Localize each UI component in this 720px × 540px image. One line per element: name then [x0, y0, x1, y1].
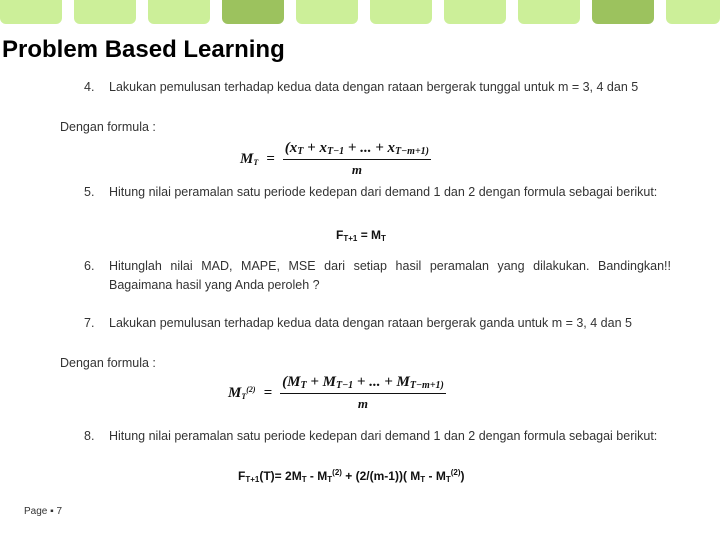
item-number: 7.: [84, 316, 95, 330]
formula-equals: =: [266, 150, 275, 167]
header-tab: [74, 0, 136, 24]
item-number: 5.: [84, 185, 95, 199]
page-title: Problem Based Learning: [2, 36, 285, 63]
formula-moving-average: [240, 140, 431, 178]
list-item: [0, 427, 720, 465]
formula-denominator: m: [357, 396, 369, 411]
item-text: Hitunglah nilai MAD, MAPE, MSE dari setiap hasil peramalan yang dilakukan. Bandingkan!! Bagaimana hasil yang Anda peroleh ?: [109, 259, 671, 292]
formula-label: Dengan formula :: [60, 120, 156, 134]
header-tab: [296, 0, 358, 24]
item-number: 4.: [84, 80, 95, 94]
header-tab: [592, 0, 654, 24]
page-number: Page ▪ 7: [24, 506, 63, 517]
header-tab-strip: [0, 0, 720, 24]
formula-fraction: [280, 374, 446, 412]
item-text: Hitung nilai peramalan satu periode kedepan dari demand 1 dan 2 dengan formula sebagai berikut:: [109, 429, 658, 443]
header-tab: [444, 0, 506, 24]
list-item: [0, 314, 720, 352]
formula-numerator: ($M_T + M_{T-1}$ + ... + $M_{T-m+1)}$: [280, 374, 446, 394]
formula-forecast-double: $F_{T+1}(T)= 2M_T - M_T^{(2)} + (2/(m-1))$( $M_T - M_T^{(2)}$): [238, 468, 465, 484]
item-text: Lakukan pemulusan terhadap kedua data dengan rataan bergerak tunggal untuk m = 3, 4 dan 5: [109, 80, 639, 94]
header-tab: [0, 0, 62, 24]
formula-lhs: $M_T^{(2)}$: [228, 384, 256, 401]
formula-double-moving-average: [228, 374, 446, 412]
item-number: 6.: [84, 259, 95, 273]
header-tab: [666, 0, 720, 24]
header-tab: [370, 0, 432, 24]
formula-fraction: [283, 140, 431, 178]
formula-denominator: m: [351, 162, 362, 177]
item-number: 8.: [84, 429, 95, 443]
list-item: [0, 257, 720, 295]
list-item: [0, 183, 720, 221]
formula-lhs: $M_T$: [240, 150, 259, 167]
header-tab: [222, 0, 284, 24]
header-tab: [518, 0, 580, 24]
list-item: [0, 78, 720, 116]
formula-equals: =: [263, 384, 273, 401]
formula-numerator: ($x_T + x_{T-1}$ + ... + $x_{T-m+1)}$: [283, 140, 431, 160]
item-text: Hitung nilai peramalan satu periode kedepan dari demand 1 dan 2 dengan formula sebagai berikut:: [109, 185, 658, 199]
item-text: Lakukan pemulusan terhadap kedua data dengan rataan bergerak ganda untuk m = 3, 4 dan 5: [109, 316, 632, 330]
header-tab: [148, 0, 210, 24]
formula-forecast: $F_{T+1} = M_T$: [336, 228, 386, 243]
formula-label: Dengan formula :: [60, 356, 156, 370]
